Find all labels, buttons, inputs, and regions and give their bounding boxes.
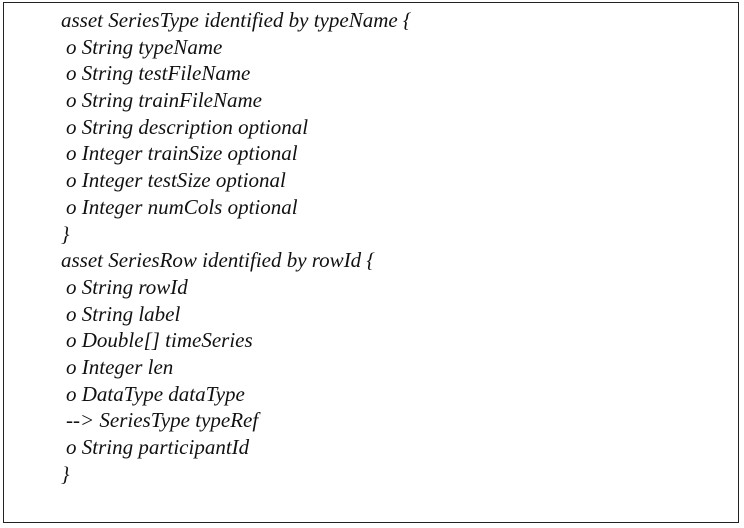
code-line: asset SeriesType identified by typeName { bbox=[61, 8, 412, 32]
code-line: o String rowId bbox=[66, 274, 188, 299]
code-line: o String trainFileName bbox=[66, 88, 262, 113]
code-line: asset SeriesRow identified by rowId { bbox=[61, 248, 375, 273]
code-line: o Integer len bbox=[66, 354, 174, 379]
code-line: o Double[] timeSeries bbox=[66, 328, 253, 353]
code-line: o String description optional bbox=[66, 114, 309, 139]
code-line: o String typeName bbox=[66, 34, 223, 59]
code-line: o Integer trainSize optional bbox=[66, 141, 298, 166]
code-line: o String participantId bbox=[66, 435, 250, 459]
code-listing-box bbox=[3, 2, 739, 523]
code-line: } bbox=[61, 461, 70, 486]
code-line: o String label bbox=[66, 301, 181, 326]
code-line: o DataType dataType bbox=[66, 381, 245, 406]
code-line: --> SeriesType typeRef bbox=[66, 408, 259, 433]
code-line: o String testFileName bbox=[66, 61, 251, 86]
code-line: o Integer numCols optional bbox=[66, 194, 298, 219]
code-line: o Integer testSize optional bbox=[66, 168, 286, 193]
code-line: } bbox=[61, 221, 70, 246]
code-lines bbox=[4, 7, 738, 487]
